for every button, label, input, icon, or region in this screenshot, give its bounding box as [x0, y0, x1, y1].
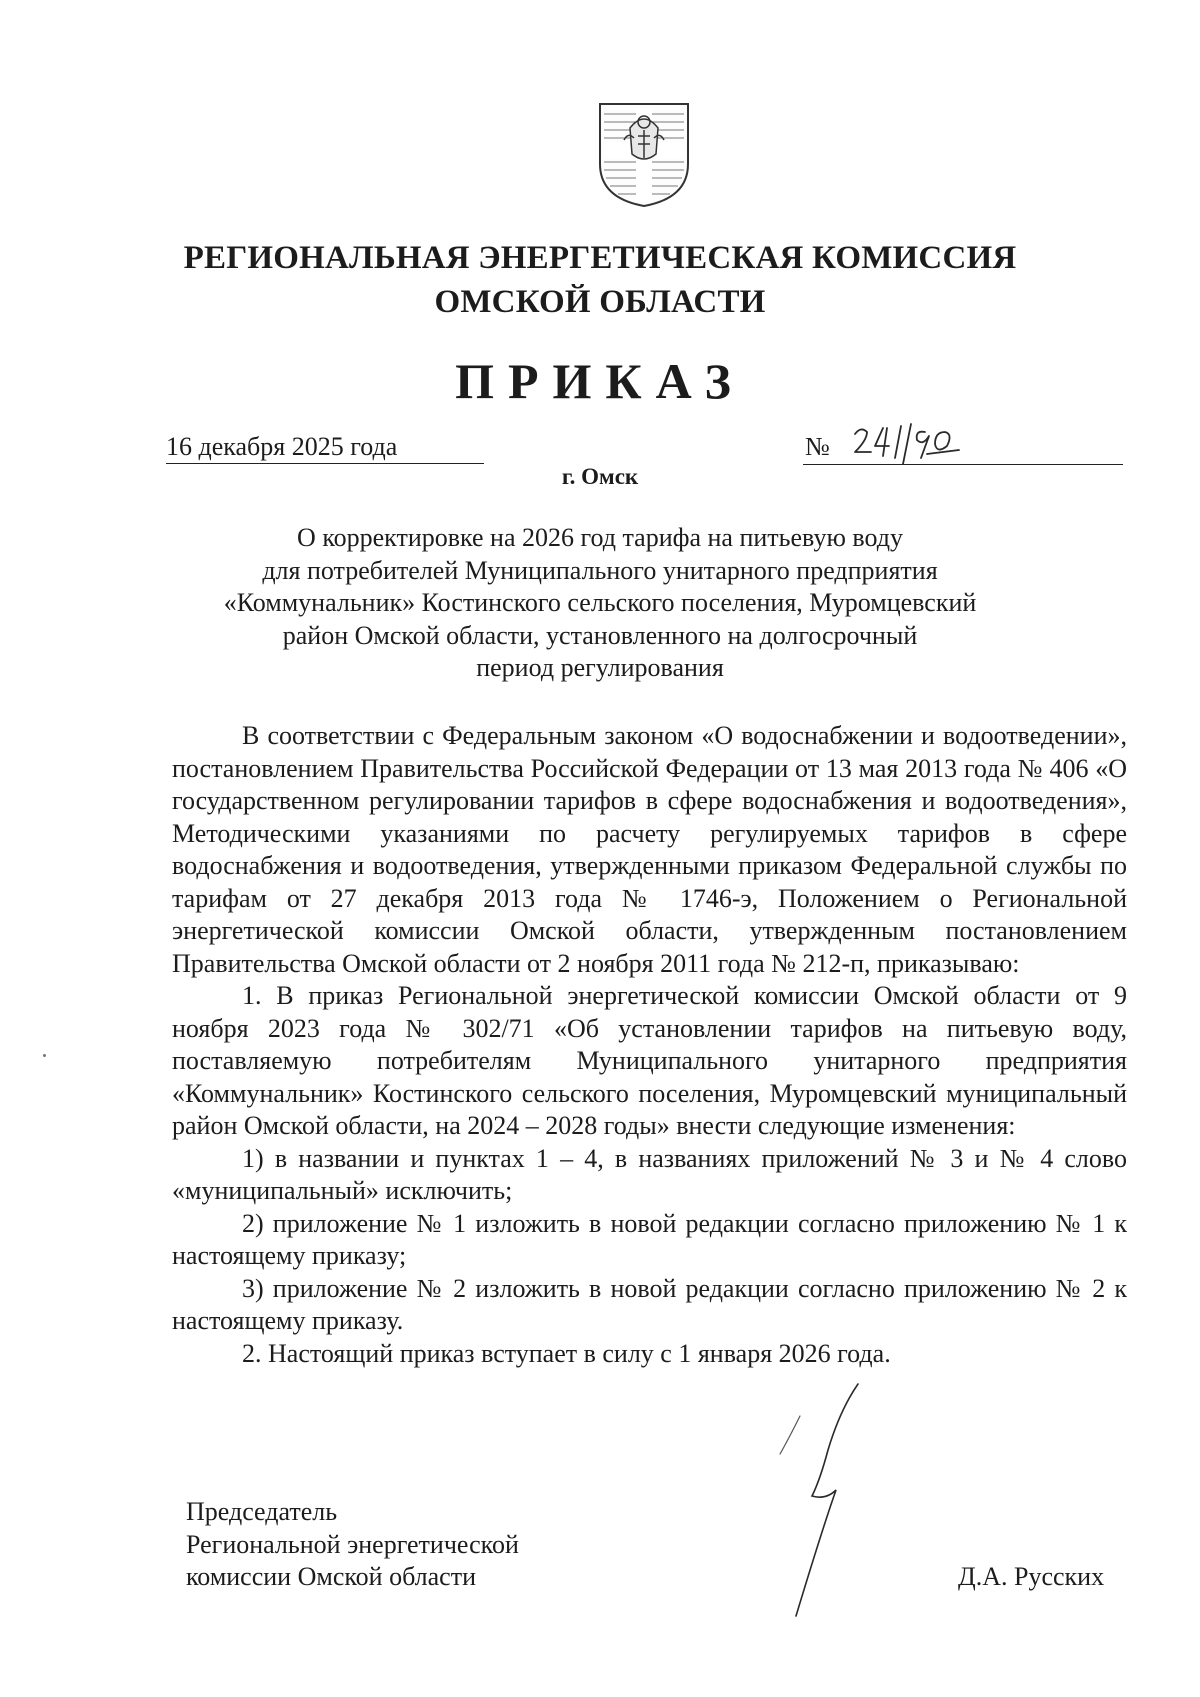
order-subitem-1: 1) в названии и пунктах 1 – 4, в названиях приложений № 3 и № 4 слово «муниципальный» исключить;	[172, 1143, 1127, 1205]
subject-line: О корректировке на 2026 год тарифа на питьевую воду	[297, 523, 903, 552]
signatory-position-line: Председатель	[186, 1497, 338, 1526]
organization-name-line1: РЕГИОНАЛЬНАЯ ЭНЕРГЕТИЧЕСКАЯ КОМИССИЯ	[183, 240, 1017, 276]
preamble-paragraph: В соответствии с Федеральным законом «О водоснабжении и водоотведении», постановлением Правительства Российской Федерации от 13 мая 2013 года № 406 «О государственном регулировании тарифов в сфере водоснабжения и водоотведения», Методическими указаниями по расчету регулируемых тарифов в сфере водоснабжения и водоотведения, утвержденными приказом Федеральной службы по тарифам от 27 декабря 2013 года № 1746-э, Положением о Региональной энергетической комиссии Омской области, утвержденным постановлением Правительства Омской области от 2 ноября 2011 года № 212-п, приказываю:	[172, 721, 1127, 978]
signatory-position-line: комиссии Омской области	[186, 1562, 476, 1591]
document-date: 16 декабря 2025 года	[166, 432, 484, 464]
document-city: г. Омск	[561, 464, 639, 489]
signatory-name: Д.А. Русских	[958, 1562, 1105, 1591]
order-item-2: 2. Настоящий приказ вступает в силу с 1 января 2026 года.	[242, 1338, 891, 1368]
coat-of-arms-icon	[596, 100, 692, 208]
organization-name-line2: ОМСКОЙ ОБЛАСТИ	[434, 284, 766, 320]
document-type-title: ПРИКАЗ	[455, 353, 745, 409]
subject-line: район Омской области, установленного на долгосрочный	[282, 620, 918, 650]
order-subitem-3: 3) приложение № 2 изложить в новой редакции согласно приложению № 2 к настоящему приказу.	[172, 1273, 1127, 1335]
document-body	[172, 720, 1127, 1370]
order-subitem-2: 2) приложение № 1 изложить в новой редакции согласно приложению № 1 к настоящему приказу;	[172, 1208, 1127, 1270]
subject-line: для потребителей Муниципального унитарного предприятия	[262, 555, 938, 585]
document-subject	[170, 522, 1030, 685]
number-sign: №	[805, 432, 830, 461]
signatory-position	[186, 1496, 519, 1594]
handwritten-signature	[740, 1380, 900, 1620]
document-number-field	[803, 424, 1123, 465]
order-item-1: 1. В приказ Региональной энергетической комиссии Омской области от 9 ноября 2023 года № 302/71 «Об установлении тарифов на питьевую воду, поставляемую потребителям Муниципального унитарного предприятия «Коммунальник» Костинского сельского поселения, Муромцевский муниципальный район Омской области, на 2024 – 2028 годы» внести следующие изменения:	[172, 981, 1127, 1140]
scan-speck	[43, 1054, 46, 1057]
handwritten-number	[849, 420, 969, 466]
subject-line: период регулирования	[476, 653, 724, 682]
signatory-position-line: Региональной энергетической	[186, 1529, 519, 1559]
subject-line: «Коммунальник» Костинского сельского поселения, Муромцевский	[223, 588, 977, 617]
